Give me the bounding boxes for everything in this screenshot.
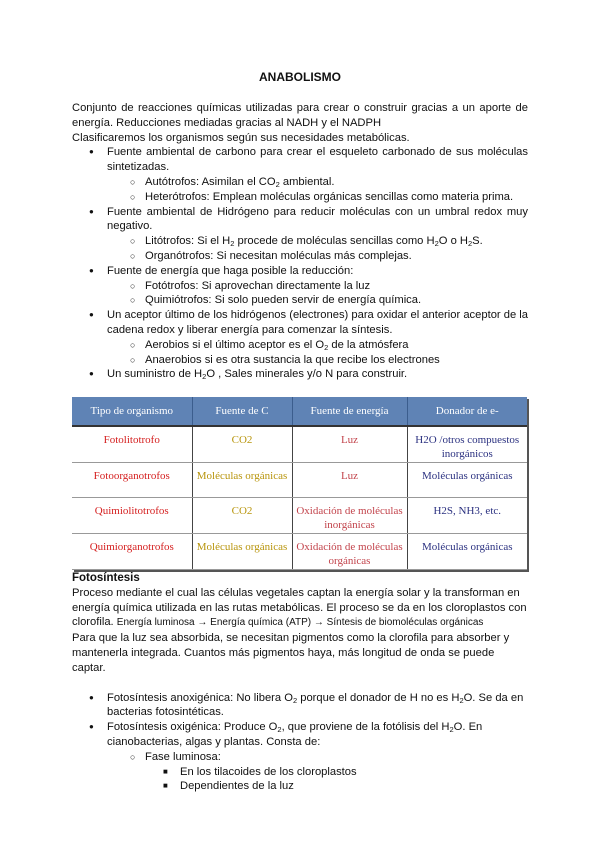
list-item (72, 367, 528, 382)
text: Fotosíntesis oxigénica: Produce O (107, 721, 278, 734)
subscript: 2 (277, 725, 282, 735)
text: O o H (438, 235, 468, 248)
table-cell: H2S, NH3, etc. (407, 498, 527, 534)
text: , que proviene de la fotólisis del H (281, 721, 450, 734)
energy-flow-text: Energía luminosa → Energía química (ATP) → Síntesis de biomoléculas orgánicas (116, 617, 484, 629)
list-item: ○ Fase luminosa: (72, 750, 528, 765)
subscript: 2 (324, 342, 329, 352)
table-cell: H2O /otros compuestos inorgánicos (407, 426, 527, 463)
text: porque el donador de H no es H (297, 691, 460, 704)
list-item: ○ Heterótrofos: Emplean moléculas orgánicas sencillas como materia prima. (72, 190, 528, 205)
text: Litótrofos: Si el H (145, 235, 231, 248)
table-cell: Quimiorganotrofos (72, 534, 192, 570)
table-cell: Oxidación de moléculas orgánicas (292, 534, 407, 570)
organism-types-table (72, 397, 527, 570)
list-item (72, 691, 528, 721)
list-item (72, 175, 528, 190)
pigment-paragraph: Para que la luz sea absorbida, se necesitan pigmentos como la clorofila para absorber y mantenerla integrada. Cuantos más pigmentos haya, más longitud de onda se puede captar. (72, 632, 510, 674)
column-header: Tipo de organismo (72, 397, 192, 426)
column-header: Fuente de energía (292, 397, 407, 426)
table-header-row (72, 397, 527, 426)
subscript: 2 (275, 179, 280, 189)
list-item (72, 234, 528, 249)
list-item: ● Fuente ambiental de Hidrógeno para reducir moléculas con un umbral redox muy negativo. (72, 205, 528, 235)
subscript: 2 (468, 239, 473, 249)
intro-paragraph: Conjunto de reacciones químicas utilizadas para crear o construir gracias a un aporte de energía. Reducciones mediadas gracias al NADH y el NADPH (72, 102, 528, 129)
table-row (72, 426, 527, 463)
column-header: Donador de e- (407, 397, 527, 426)
fotosintesis-section (72, 571, 528, 794)
table-cell: Moléculas orgánicas (192, 534, 292, 570)
list-item: ○ Quimiótrofos: Si solo pueden servir de energía química. (72, 293, 528, 308)
text: ambiental. (279, 175, 335, 188)
text: procede de moléculas sencillas como H (234, 235, 435, 248)
section-heading: Fotosíntesis (72, 572, 140, 584)
list-item: ● Fuente ambiental de carbono para crear el esqueleto carbonado de sus moléculas sintetizadas. (72, 145, 528, 175)
table-cell: Fotoorganotrofos (72, 463, 192, 498)
classification-intro: Clasificaremos los organismos según sus necesidades metabólicas. (72, 131, 410, 144)
list-item (72, 720, 528, 750)
subscript: 2 (292, 695, 298, 705)
subscript: 2 (434, 239, 439, 249)
table-cell: CO2 (192, 426, 292, 463)
table-cell: Moléculas orgánicas (407, 463, 527, 498)
subscript: 2 (459, 695, 464, 705)
text: Fotosíntesis anoxigénica: No libera O (107, 691, 293, 704)
text: Un suministro de H (107, 368, 203, 381)
subscript: 2 (449, 725, 454, 735)
text: O. En cianobacterias, algas y plantas. Consta de: (107, 721, 483, 748)
list-item: ○ Organótrofos: Si necesitan moléculas más complejas. (72, 249, 528, 264)
list-item (72, 338, 528, 353)
text: Proceso mediante el cual las células vegetales captan la energía solar y la transforman en energía química utilizada en las rutas metabólicas. El proceso se da en los cloroplastos con clorofila. (72, 586, 527, 629)
list-item: ● Fuente de energía que haga posible la reducción: (72, 264, 528, 279)
list-item: ○ Fotótrofos: Si aprovechan directamente la luz (72, 279, 528, 294)
column-header: Fuente de C (192, 397, 292, 426)
table-cell: Oxidación de moléculas inorgánicas (292, 498, 407, 534)
text: Autótrofos: Asimilan el CO (145, 175, 276, 188)
text: Aerobios si el último aceptor es el O (145, 338, 325, 351)
table-row (72, 463, 527, 498)
table-cell: Luz (292, 463, 407, 498)
table-cell: Moléculas orgánicas (192, 463, 292, 498)
fotosintesis-list (72, 691, 528, 795)
page-title: ANABOLISMO (259, 70, 341, 84)
table-cell: Moléculas orgánicas (407, 534, 527, 570)
text: O. Se da en bacterias fotosintéticas. (107, 691, 524, 719)
text: O , Sales minerales y/o N para construir. (206, 368, 408, 381)
table-row (72, 498, 527, 534)
intro-section (72, 101, 528, 382)
list-item: ○ Anaerobios si es otra sustancia la que recibe los electrones (72, 353, 528, 368)
fotosintesis-paragraph (72, 586, 528, 631)
list-item: ■ En los tilacoides de los cloroplastos (72, 765, 528, 780)
table-cell: Fotolitotrofo (72, 426, 192, 463)
text: S. (472, 235, 483, 248)
table-cell: CO2 (192, 498, 292, 534)
subscript: 2 (202, 372, 207, 382)
list-item: ● Un aceptor último de los hidrógenos (electrones) para oxidar el anterior aceptor de la cadena redox y liberar energía para comenzar la síntesis. (72, 308, 528, 338)
subscript: 2 (230, 239, 235, 249)
table-cell: Quimiolitotrofos (72, 498, 192, 534)
requirements-list (72, 145, 528, 382)
table-cell: Luz (292, 426, 407, 463)
list-item: ■ Dependientes de la luz (72, 779, 528, 794)
text: de la atmósfera (328, 338, 409, 351)
table-row (72, 534, 527, 570)
